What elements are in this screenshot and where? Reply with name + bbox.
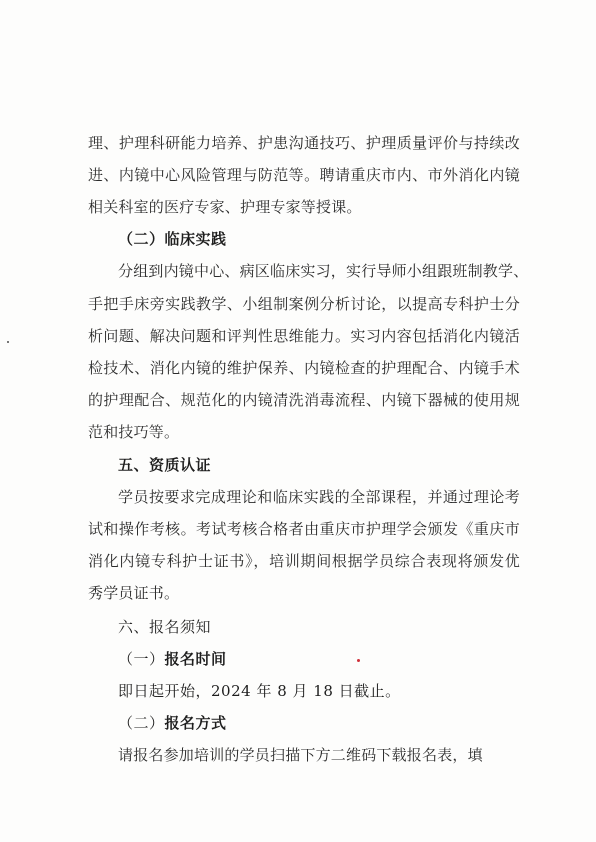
section-heading-qualification: 五、资质认证	[118, 456, 212, 474]
body-line: 的护理配合、规范化的内镜清洗消毒流程、内镜下器械的使用规	[88, 391, 520, 409]
body-line: 学员按要求完成理论和临床实践的全部课程，并通过理论考	[118, 488, 520, 506]
body-line: 范和技巧等。	[88, 423, 180, 441]
heading-prefix: （二）	[118, 714, 165, 732]
heading-label: 报名时间	[164, 650, 227, 668]
heading-prefix: （一）	[118, 650, 165, 668]
body-line: 检技术、消化内镜的维护保养、内镜检查的护理配合、内镜手术	[88, 359, 520, 377]
heading-label: 报名方式	[164, 714, 227, 732]
body-line: 理、护理科研能力培养、护患沟通技巧、护理质量评价与持续改	[88, 134, 520, 152]
scan-speck	[7, 341, 9, 343]
body-line: 请报名参加培训的学员扫描下方二维码下载报名表，填	[118, 746, 483, 764]
clinical-practice-heading: （二）临床实践	[118, 230, 227, 248]
body-line: 相关科室的医疗专家、护理专家等授课。	[88, 198, 362, 216]
body-line: 分组到内镜中心、病区临床实习，实行导师小组跟班制教学、	[118, 262, 529, 280]
body-line: 秀学员证书。	[88, 584, 180, 602]
registration-method-heading	[118, 713, 227, 733]
body-line: 试和操作考核。考试考核合格者由重庆市护理学会颁发《重庆市	[88, 520, 520, 538]
red-ink-dot	[357, 659, 360, 662]
registration-time-text: 即日起开始，2024 年 8 月 18 日截止。	[118, 682, 401, 700]
body-line: 消化内镜专科护士证书》，培训期间根据学员综合表现将颁发优	[88, 552, 520, 570]
body-line: 析问题、解决问题和评判性思维能力。实习内容包括消化内镜活	[88, 327, 520, 345]
section-heading-registration: 六、报名须知	[118, 618, 212, 636]
body-line: 进、内镜中心风险管理与防范等。聘请重庆市内、市外消化内镜	[88, 166, 520, 184]
body-line: 手把手床旁实践教学、小组制案例分析讨论，以提高专科护士分	[88, 295, 520, 313]
registration-time-heading	[118, 649, 227, 669]
